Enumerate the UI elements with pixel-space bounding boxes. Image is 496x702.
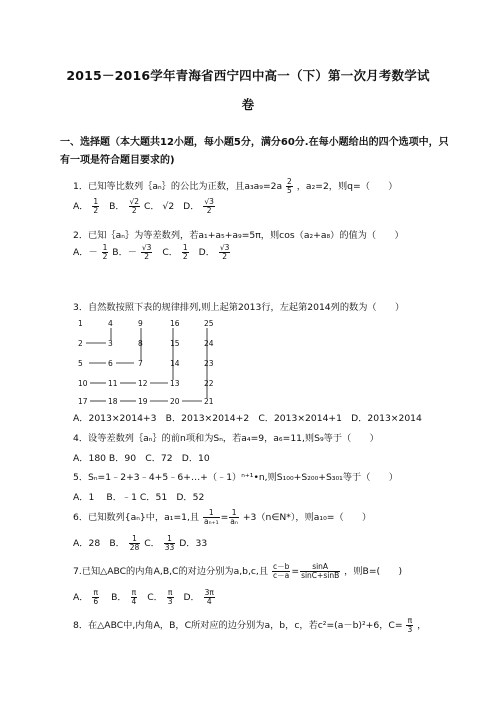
diagram-number: 20: [170, 397, 180, 406]
q6-option-b: $\frac{1}{28}$: [129, 534, 140, 552]
q1-option-a-label: A．: [73, 201, 89, 212]
q4-options: A．180 B．90 C．72 D．10: [73, 453, 210, 464]
diagram-number: 12: [138, 379, 148, 388]
q1-options: [73, 198, 216, 215]
question-1: [73, 178, 397, 195]
diagram-number: 17: [78, 397, 88, 406]
diagram-number: 8: [138, 339, 143, 348]
q6-option-c: $\frac{1}{33}$: [164, 534, 175, 552]
q1-option-d: $\frac{√3}{2}$: [204, 197, 214, 215]
q7-fraction-right: $\frac{\sin A}{\sin C+\sin B}$: [301, 562, 340, 580]
q1-option-c-label: C．: [144, 201, 160, 212]
diagram-number: 15: [170, 339, 180, 348]
q6-fraction-left: $\frac{1}{\text{aₙ₊₁}}$: [204, 508, 219, 526]
q7-option-b: $\frac{\pi}{4}$: [131, 588, 137, 606]
q6-options: A．28 B． $\frac{1}{28}$ C． $\frac{1}{33}$ D．33: [73, 534, 208, 552]
q7-fraction-left: $\frac{c-b}{c-a}$: [272, 562, 290, 580]
q2-option-d: $\frac{√3}{2}$: [219, 243, 230, 261]
section-heading: 一、选择题（本大题共12小题，每小题5分，满分60分.在每小题给出的四个选项中，只有一项是符合题目要求的): [60, 137, 449, 166]
diagram-number: 10: [78, 379, 88, 388]
document-title-line1: 2015－2016学年青海省西宁四中高一（下）第一次月考数学试: [66, 68, 430, 83]
diagram-number: 7: [138, 359, 143, 368]
diagram-number: 1: [78, 319, 83, 328]
diagram-number: 24: [204, 339, 214, 348]
diagram-number: 21: [204, 397, 214, 406]
question-4: 4．设等差数列｛aₙ｝的前n项和为Sₙ，若a₄=9，a₆=11,则S₉等于（ ）: [73, 433, 379, 444]
diagram-number: 19: [138, 397, 148, 406]
q2-option-c: $\frac{1}{2}$: [182, 243, 188, 261]
question-6: 6．已知数列{aₙ}中，a₁=1,且 $\frac{1}{\text{aₙ₊₁}}$ = $\frac{1}{\text{aₙ}}$ +3（n∈N*），则a₁₀=（ ）: [73, 508, 372, 526]
question-3: 3．自然数按照下表的规律排列,则上起第2013行，左起第2014列的数为（ ）: [73, 302, 405, 313]
q1-option-c: √2: [162, 201, 175, 212]
diagram-number: 14: [170, 359, 180, 368]
diagram-number: 16: [170, 319, 180, 328]
q7-option-a: $\frac{\pi}{6}$: [93, 588, 99, 606]
q2-option-a: $\frac{1}{2}$: [102, 243, 108, 261]
diagram-number: 9: [138, 319, 143, 328]
q1-text2: ，a₂=2，则q=（ ）: [296, 181, 398, 192]
document-title-line2: 卷: [241, 97, 255, 112]
q1-fraction: $\frac{2}{5}$: [287, 177, 292, 195]
q7-options: A． $\frac{\pi}{6}$ B． $\frac{\pi}{4}$ C． $\frac{\pi}{3}$ D． $\frac{3\pi}{4}$: [73, 588, 214, 606]
diagram-number: 25: [204, 319, 214, 328]
q7-option-c: $\frac{\pi}{3}$: [167, 588, 173, 606]
q1-option-d-label: D．: [183, 201, 200, 212]
q1-text: 1．已知等比数列｛aₙ｝的公比为正数，且a₃a₉=2a: [73, 181, 283, 192]
diagram-numbers: [78, 319, 214, 406]
number-arrangement-diagram: [72, 318, 232, 406]
q7-option-d: $\frac{3\pi}{4}$: [204, 588, 214, 606]
diagram-number: 2: [78, 339, 83, 348]
q2-options: A．－ $\frac{1}{2}$ B．－ $\frac{√3}{2}$ C． $\frac{1}{2}$ D． $\frac{√3}{2}$: [73, 243, 230, 261]
diagram-number: 22: [204, 379, 214, 388]
q8-fraction: $\frac{\pi}{3}$: [407, 616, 413, 634]
diagram-number: 18: [108, 397, 118, 406]
q1-option-b-label: B．: [109, 201, 125, 212]
q1-option-a: $\frac{1}{2}$: [93, 197, 99, 215]
diagram-number: 3: [108, 339, 113, 348]
question-2: 2．已知｛aₙ｝为等差数列，若a₁+a₅+a₉=5π，则cos（a₂+a₈）的值为（ ）: [73, 230, 404, 241]
diagram-number: 11: [108, 379, 118, 388]
diagram-lines: [86, 328, 207, 401]
diagram-number: 6: [108, 359, 113, 368]
diagram-number: 5: [78, 359, 83, 368]
diagram-number: 13: [170, 379, 180, 388]
diagram-number: 23: [204, 359, 214, 368]
question-5: 5．Sₙ=1﹣2+3﹣4+5﹣6+…+（﹣1）ⁿ⁺¹•n,则S₁₀₀+S₂₀₀+S₃₀₁等于（ ）: [73, 472, 398, 483]
q6-fraction-right: $\frac{1}{\text{aₙ}}$: [230, 508, 238, 526]
question-7: 7.已知△ABC的内角A,B,C的对边分别为a,b,c,且 $\frac{c-b}{c-a}$ = $\frac{\sin A}{\sin C+\sin B}$ ，则B=( ): [73, 562, 403, 580]
q2-option-b: $\frac{√3}{2}$: [141, 243, 152, 261]
diagram-number: 4: [108, 319, 113, 328]
question-8: 8．在△ABC中,内角A，B，C所对应的边分别为a，b，c，若c²=(a－b)²+6，C= $\frac{\pi}{3}$ ，: [73, 616, 427, 634]
q5-options: A．1 B．﹣1 C．51 D．52: [73, 492, 205, 503]
q3-options: A．2013×2014+3 B．2013×2014+2 C．2013×2014+1 D．2013×2014: [73, 413, 422, 424]
q1-option-b: $\frac{√2}{2}$: [129, 197, 140, 215]
